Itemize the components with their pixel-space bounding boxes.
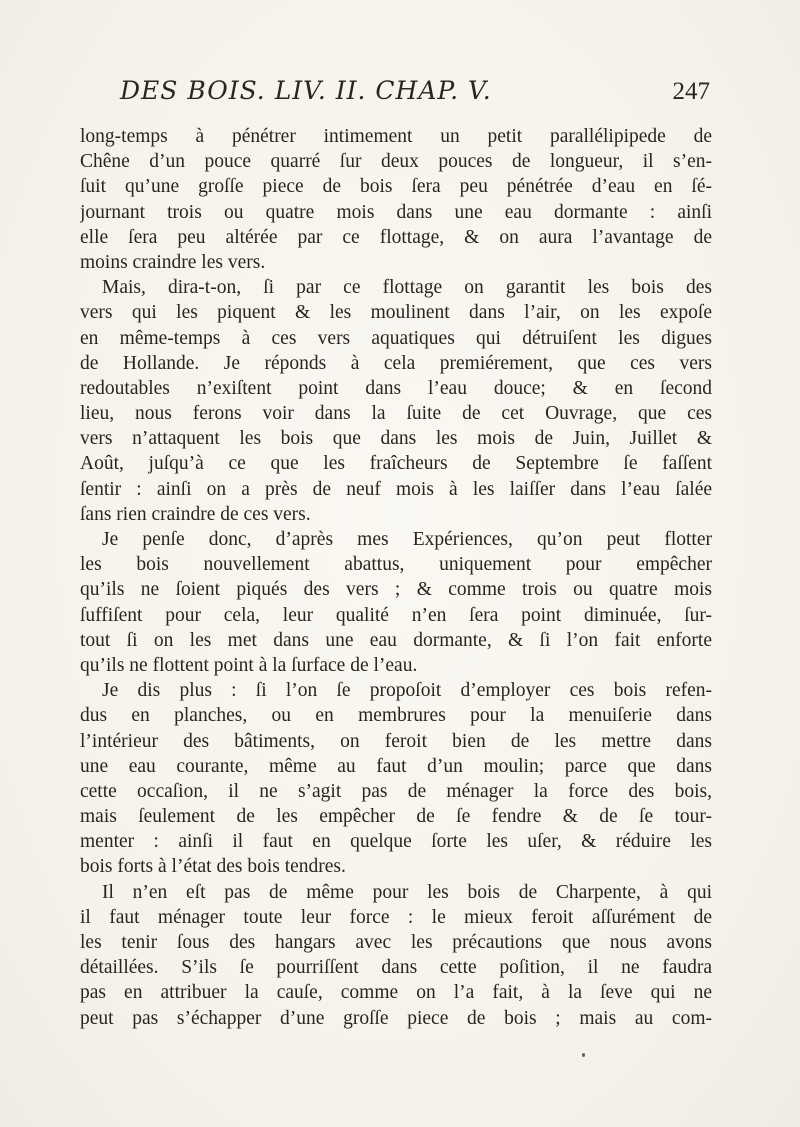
text-line: de Hollande. Je réponds à cela premiérement, que ces vers bbox=[80, 352, 712, 374]
text-line: pas en attribuer la cauſe, comme on l’a fait, à la ſeve qui ne bbox=[80, 982, 712, 1004]
paper-speck bbox=[582, 1053, 585, 1057]
text-line: Il n’en eſt pas de même pour les bois de Charpente, à qui bbox=[102, 881, 712, 903]
running-title: DES BOIS. LIV. II. CHAP. V. bbox=[120, 76, 492, 105]
text-line: détaillées. S’ils ſe pourriſſent dans cette poſition, il ne faudra bbox=[80, 957, 712, 979]
text-line: ſuffiſent pour cela, leur qualité n’en ſera point diminuée, ſur- bbox=[80, 604, 712, 626]
text-line: Mais, dira-t-on, ſi par ce flottage on garantit les bois des bbox=[102, 277, 712, 299]
text-line: elle ſera peu altérée par ce flottage, & on aura l’avantage de bbox=[80, 226, 712, 248]
text-line: ſentir : ainſi on a près de neuf mois à les laiſſer dans l’eau ſalée bbox=[80, 478, 712, 500]
text-line: redoutables n’exiſtent point dans l’eau douce; & en ſecond bbox=[80, 377, 712, 399]
text-line: qu’ils ne flottent point à la ſurface de l’eau. bbox=[80, 654, 418, 676]
text-line: vers n’attaquent les bois que dans les mois de Juin, Juillet & bbox=[80, 428, 712, 450]
text-line: lieu, nous ferons voir dans la ſuite de cet Ouvrage, que ces bbox=[80, 403, 712, 425]
text-line: une eau courante, même au faut d’un moulin; parce que dans bbox=[80, 755, 712, 777]
text-line: les tenir ſous des hangars avec les précautions que nous avons bbox=[80, 932, 712, 953]
text-line: qu’ils ne ſoient piqués des vers ; & comme trois ou quatre mois bbox=[80, 579, 712, 601]
text-line: ſans rien craindre de ces vers. bbox=[80, 503, 311, 525]
body-text bbox=[80, 124, 712, 1031]
text-line: long-temps à pénétrer intimement un petit parallélipipede de bbox=[80, 126, 712, 147]
page-header bbox=[120, 76, 710, 116]
text-line: journant trois ou quatre mois dans une eau dormante : ainſi bbox=[80, 201, 712, 223]
text-line: les bois nouvellement abattus, uniquement pour empêcher bbox=[80, 554, 712, 576]
text-line: vers qui les piquent & les moulinent dans l’air, on les expoſe bbox=[80, 302, 712, 324]
text-line: mais ſeulement de les empêcher de ſe fendre & de ſe tour- bbox=[80, 806, 712, 828]
text-line: il faut ménager toute leur force : le mieux feroit aſſurément de bbox=[80, 906, 712, 928]
text-line: dus en planches, ou en membrures pour la menuiſerie dans bbox=[80, 705, 712, 727]
text-line: ſuit qu’une groſſe piece de bois ſera peu pénétrée d’eau en ſé- bbox=[80, 176, 712, 198]
text-line: peut pas s’échapper d’une groſſe piece de bois ; mais au com- bbox=[80, 1007, 712, 1029]
text-line: menter : ainſi il faut en quelque ſorte les uſer, & réduire les bbox=[80, 831, 712, 853]
text-line: Je dis plus : ſi l’on ſe propoſoit d’employer ces bois refen- bbox=[102, 680, 712, 702]
text-line: cette occaſion, il ne s’agit pas de ménager la force des bois, bbox=[80, 780, 712, 802]
text-line: moins craindre les vers. bbox=[80, 251, 266, 273]
text-line: l’intérieur des bâtiments, on feroit bien de les mettre dans bbox=[80, 730, 712, 752]
text-line: Août, juſqu’à ce que les fraîcheurs de Septembre ſe faſſent bbox=[80, 453, 712, 475]
text-line: en même-temps à ces vers aquatiques qui détruiſent les digues bbox=[80, 327, 712, 349]
text-line: bois forts à l’état des bois tendres. bbox=[80, 856, 346, 878]
text-line: Chêne d’un pouce quarré ſur deux pouces de longueur, il s’en- bbox=[80, 151, 712, 173]
text-line: tout ſi on les met dans une eau dormante, & ſi l’on fait enforte bbox=[80, 629, 712, 651]
text-line: Je penſe donc, d’après mes Expériences, qu’on peut flotter bbox=[102, 529, 712, 550]
page-number: 247 bbox=[672, 78, 710, 105]
